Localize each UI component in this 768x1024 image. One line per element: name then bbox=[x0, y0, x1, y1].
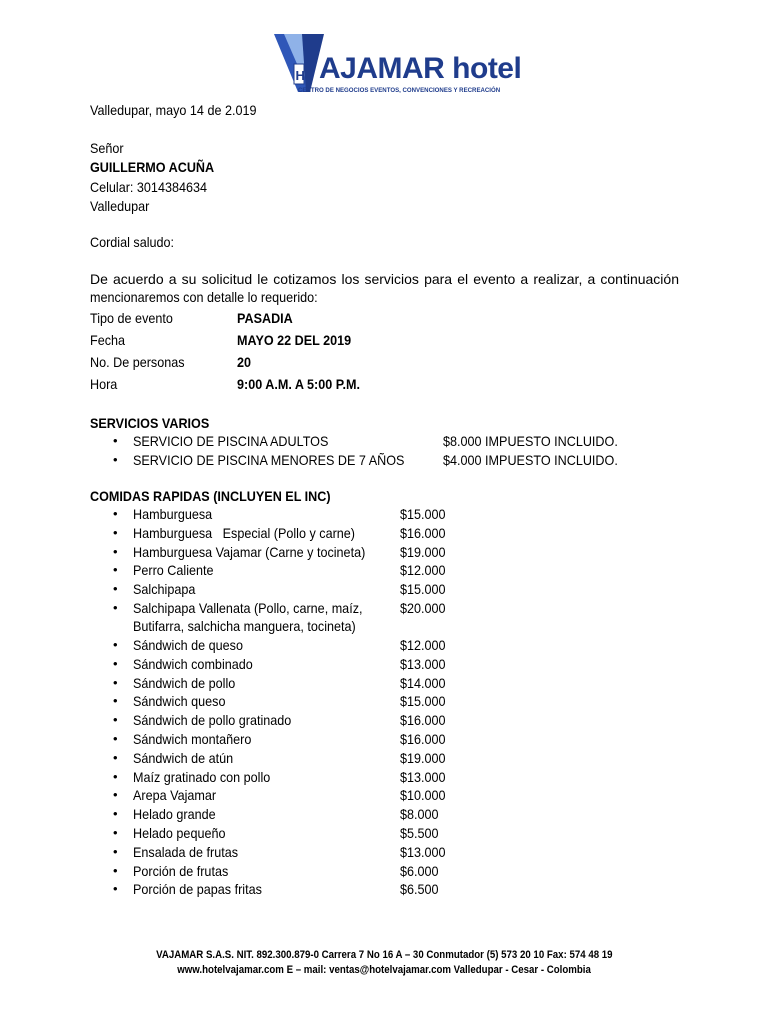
food-name: Salchipapa bbox=[133, 581, 196, 598]
food-name: Arepa Vajamar bbox=[133, 787, 217, 804]
food-name: Hamburguesa bbox=[133, 506, 213, 522]
event-people-label: No. De personas bbox=[90, 354, 185, 370]
food-price: $19.000 bbox=[400, 749, 446, 766]
food-name: Ensalada de frutas bbox=[133, 843, 239, 860]
food-price: $5.500 bbox=[400, 824, 439, 841]
food-price: $13.000 bbox=[400, 768, 446, 785]
footer-contact-line bbox=[0, 964, 768, 976]
food-name: Helado pequeño bbox=[133, 824, 226, 841]
food-price: $15.000 bbox=[400, 506, 446, 522]
food-price: $15.000 bbox=[400, 581, 446, 598]
food-price: $13.000 bbox=[400, 843, 446, 860]
food-price: $16.000 bbox=[400, 712, 446, 729]
food-price: $12.000 bbox=[400, 562, 446, 579]
food-heading: COMIDAS RAPIDAS (INCLUYEN EL INC) bbox=[90, 488, 331, 504]
event-time-value: 9:00 A.M. A 5:00 P.M. bbox=[237, 376, 361, 392]
food-name: Salchipapa Vallenata (Pollo, carne, maíz, Butifarra, salchicha manguera, tocineta) bbox=[133, 599, 363, 634]
recipient-name: GUILLERMO ACUÑA bbox=[90, 159, 215, 175]
event-date-value: MAYO 22 DEL 2019 bbox=[237, 332, 352, 348]
intro-line-1: De acuerdo a su solicitud le cotizamos los servicios para el evento a realizar, a continuación bbox=[90, 271, 679, 287]
food-name: Sándwich combinado bbox=[133, 655, 253, 672]
food-name: Sándwich de pollo gratinado bbox=[133, 712, 292, 729]
food-name: Hamburguesa Vajamar (Carne y tocineta) bbox=[133, 543, 366, 560]
services-heading: SERVICIOS VARIOS bbox=[90, 415, 210, 431]
event-type-label: Tipo de evento bbox=[90, 310, 173, 326]
footer-line-2: www.hotelvajamar.com E – mail: ventas@hotelvajamar.com Valledupar - Cesar - Colombia bbox=[177, 964, 591, 976]
food-name: Helado grande bbox=[133, 806, 216, 823]
food-price: $8.000 bbox=[400, 806, 439, 823]
food-name: Hamburguesa Especial (Pollo y carne) bbox=[133, 524, 356, 541]
food-name: Sándwich montañero bbox=[133, 730, 252, 747]
service-price: $8.000 IMPUESTO INCLUIDO. bbox=[443, 433, 618, 449]
food-name: Porción de frutas bbox=[133, 862, 229, 879]
logo-mark-letter: H bbox=[295, 68, 305, 83]
food-name: Maíz gratinado con pollo bbox=[133, 768, 271, 785]
food-price: $16.000 bbox=[400, 524, 446, 541]
food-price: $12.000 bbox=[400, 636, 446, 653]
food-name: Sándwich de queso bbox=[133, 636, 243, 653]
food-price: $6.000 bbox=[400, 862, 439, 879]
food-name: Sándwich queso bbox=[133, 693, 226, 710]
footer-line-1: VAJAMAR S.A.S. NIT. 892.300.879-0 Carrera 7 No 16 A – 30 Conmutador (5) 573 20 10 Fax: 574 48 19 bbox=[155, 949, 613, 961]
greeting: Cordial saludo: bbox=[90, 234, 175, 250]
salutation-title: Señor bbox=[90, 140, 124, 156]
food-name: Perro Caliente bbox=[133, 562, 214, 579]
hotel-logo bbox=[272, 30, 522, 96]
food-name: Sándwich de atún bbox=[133, 749, 234, 766]
event-people-value: 20 bbox=[237, 354, 252, 370]
event-type-value: PASADIA bbox=[237, 310, 293, 326]
food-name: Sándwich de pollo bbox=[133, 674, 236, 691]
service-name: SERVICIO DE PISCINA ADULTOS bbox=[133, 433, 329, 449]
food-price: $13.000 bbox=[400, 655, 446, 672]
service-name: SERVICIO DE PISCINA MENORES DE 7 AÑOS bbox=[133, 451, 405, 468]
logo-tagline: CENTRO DE NEGOCIOS EVENTOS, CONVENCIONES Y RECREACIÓN bbox=[298, 87, 501, 94]
food-name: Porción de papas fritas bbox=[133, 881, 262, 898]
logo-brand-text: AJAMAR hotel bbox=[319, 52, 522, 85]
food-price: $15.000 bbox=[400, 693, 446, 710]
recipient-phone: Celular: 3014384634 bbox=[90, 179, 207, 195]
intro-line-2: mencionaremos con detalle lo requerido: bbox=[90, 289, 318, 305]
event-date-label: Fecha bbox=[90, 332, 126, 348]
intro-paragraph bbox=[90, 270, 679, 306]
food-price: $20.000 bbox=[400, 599, 446, 616]
food-price: $10.000 bbox=[400, 787, 446, 804]
date-line: Valledupar, mayo 14 de 2.019 bbox=[90, 102, 257, 118]
food-price: $19.000 bbox=[400, 543, 446, 560]
event-time-label: Hora bbox=[90, 376, 118, 392]
food-price: $16.000 bbox=[400, 730, 446, 747]
food-price: $6.500 bbox=[400, 881, 439, 898]
food-price: $14.000 bbox=[400, 674, 446, 691]
recipient-city: Valledupar bbox=[90, 198, 150, 214]
service-price: $4.000 IMPUESTO INCLUIDO. bbox=[443, 451, 618, 468]
footer-company-line bbox=[0, 949, 768, 961]
